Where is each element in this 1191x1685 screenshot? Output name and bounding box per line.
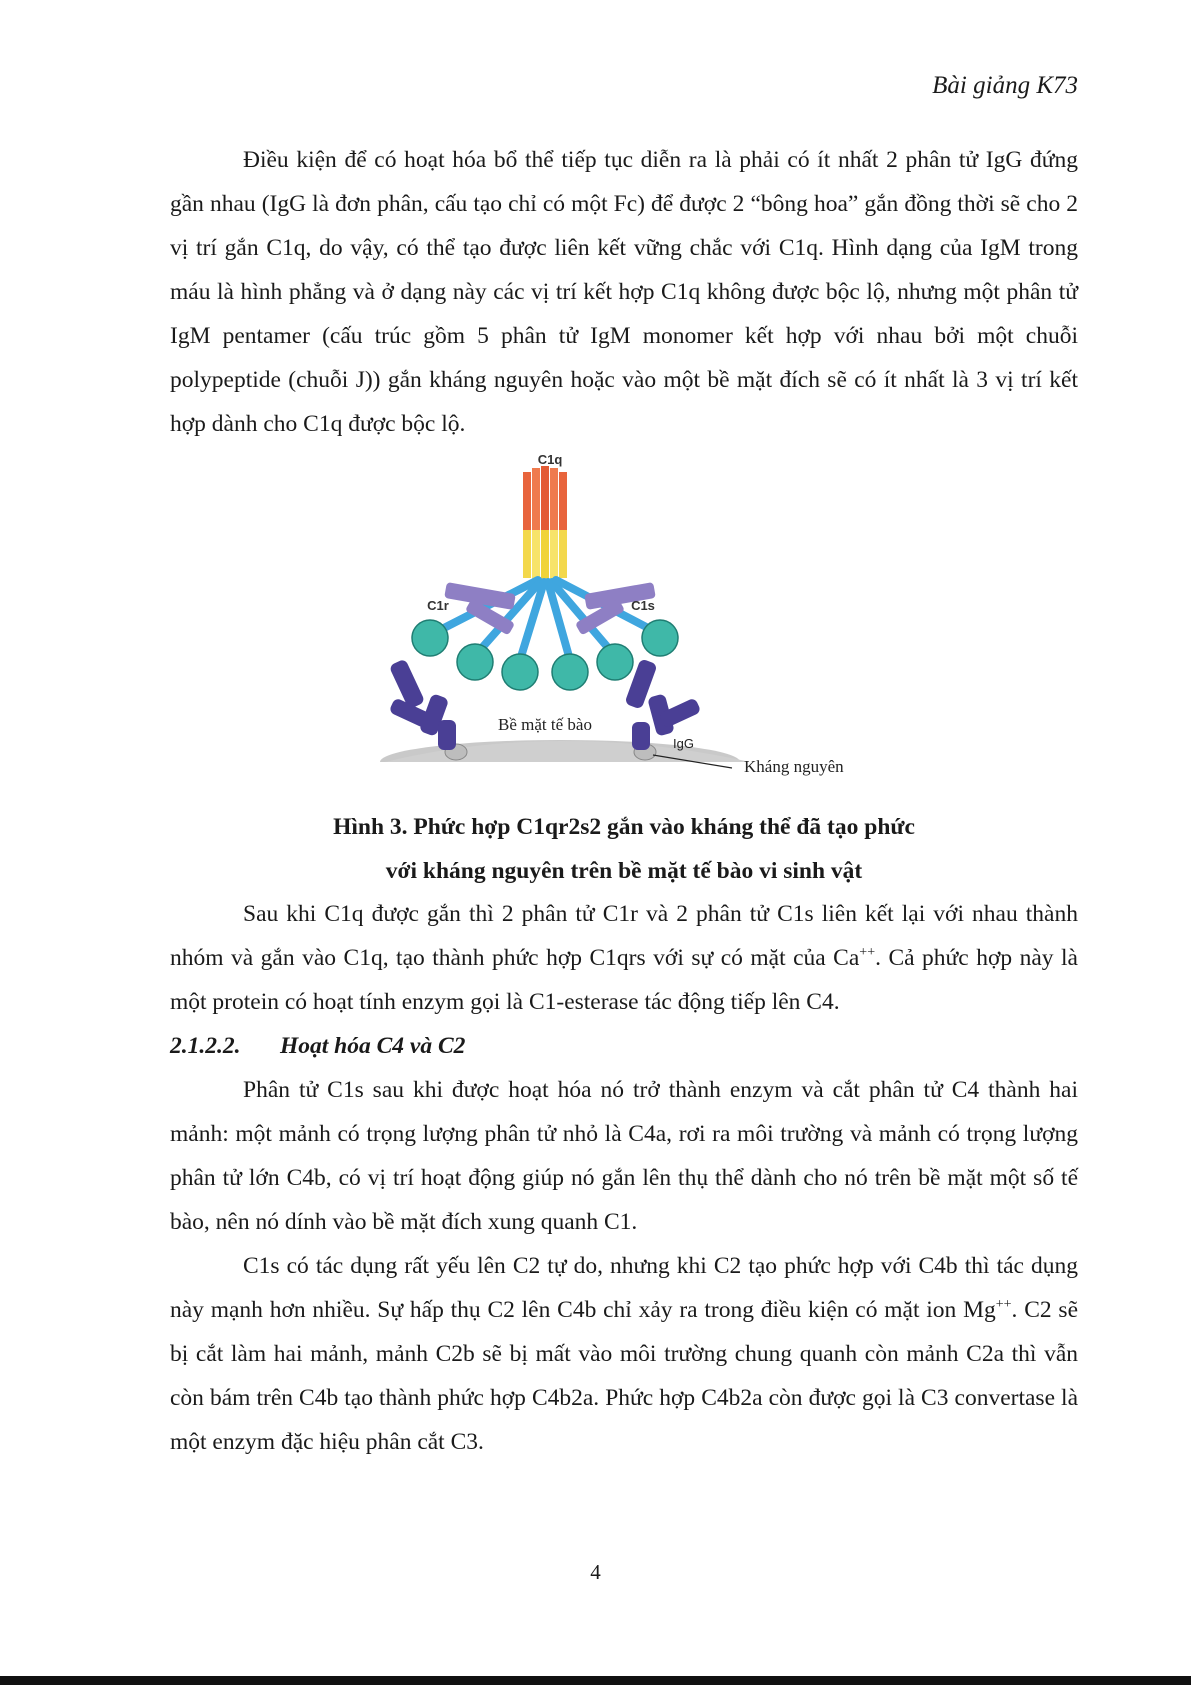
paragraph-4-text-a: C1s có tác dụng rất yếu lên C2 tự do, nhưng khi C2 tạo phức hợp với C4b thì tác dụng này mạnh hơn nhiều. Sự hấp thụ C2 lên C4b chỉ xảy ra trong điều kiện có mặt ion Mg xyxy=(170,1253,1078,1323)
label-antigen: Kháng nguyên xyxy=(744,757,844,776)
paragraph-4 xyxy=(170,1244,1078,1464)
page-header: Bài giảng K73 xyxy=(932,72,1078,99)
body-text-2 xyxy=(170,892,1078,1464)
complement-figure xyxy=(370,450,880,790)
label-igg: IgG xyxy=(673,736,694,751)
label-surface: Bề mặt tế bào xyxy=(498,715,592,734)
paragraph-4-superscript: ++ xyxy=(995,1297,1012,1313)
paragraph-4-text-b: . C2 sẽ bị cắt làm hai mảnh, mảnh C2b sẽ bị mất vào môi trường chung quanh còn mảnh C2a thì vẫn còn bám trên C4b tạo thành phức hợp C4b2a. Phức hợp C4b2a còn được gọi là C3 convertase là một enzym đặc hiệu phân cắt C3. xyxy=(170,1297,1079,1455)
paragraph-2 xyxy=(170,892,1078,1024)
figure-caption xyxy=(170,805,1078,893)
label-c1r: C1r xyxy=(427,598,449,613)
igg-left xyxy=(388,658,456,750)
label-c1s: C1s xyxy=(631,598,655,613)
section-number: 2.1.2.2. xyxy=(170,1033,241,1059)
bottom-rule xyxy=(0,1676,1191,1685)
paragraph-2-superscript: ++ xyxy=(859,945,876,961)
section-heading xyxy=(170,1024,1078,1068)
paragraph-3: Phân tử C1s sau khi được hoạt hóa nó trở thành enzym và cắt phân tử C4 thành hai mảnh: một mảnh có trọng lượng phân tử nhỏ là C4a, rơi ra môi trường và mảnh có trọng lượng phân tử lớn C4b, có vị trí hoạt động giúp nó gắn lên thụ thể dành cho nó trên bề mặt một số tế bào, nên nó dính vào bề mặt đích xung quanh C1. xyxy=(170,1077,1078,1235)
paragraph-2-text-b: . Cả phức hợp này là một protein có hoạt tính enzym gọi là C1-esterase tác động tiếp lên C4. xyxy=(170,945,1078,1015)
caption-line-2: với kháng nguyên trên bề mặt tế bào vi sinh vật xyxy=(385,858,863,884)
section-title: Hoạt hóa C4 và C2 xyxy=(280,1033,466,1059)
paragraph-1: Điều kiện để có hoạt hóa bổ thể tiếp tục diễn ra là phải có ít nhất 2 phân tử IgG đứng gần nhau (IgG là đơn phân, cấu tạo chỉ có một Fc) để được 2 “bông hoa” gắn đồng thời sẽ cho 2 vị trí gắn C1q, do vậy, có thể tạo được liên kết vững chắc với C1q. Hình dạng của IgM trong máu là hình phẳng và ở dạng này các vị trí kết hợp C1q không được bộc lộ, nhưng một phân tử IgM pentamer (cấu trúc gồm 5 phân tử IgM monomer kết hợp với nhau bởi một chuỗi polypeptide (chuỗi J)) gắn kháng nguyên hoặc vào một bề mặt đích sẽ có ít nhất là 3 vị trí kết hợp dành cho C1q được bộc lộ. xyxy=(170,147,1078,437)
paragraph-1-block xyxy=(170,138,1078,446)
paragraph-2-text-a: Sau khi C1q được gắn thì 2 phân tử C1r và 2 phân tử C1s liên kết lại với nhau thành nhóm và gắn vào C1q, tạo thành phức hợp C1qrs với sự có mặt của Ca xyxy=(170,901,1078,971)
c1q-stalk xyxy=(523,466,567,582)
caption-line-1: Hình 3. Phức hợp C1qr2s2 gắn vào kháng thể đã tạo phức xyxy=(333,814,915,840)
label-c1q: C1q xyxy=(537,452,563,467)
page-number: 4 xyxy=(590,1560,601,1584)
